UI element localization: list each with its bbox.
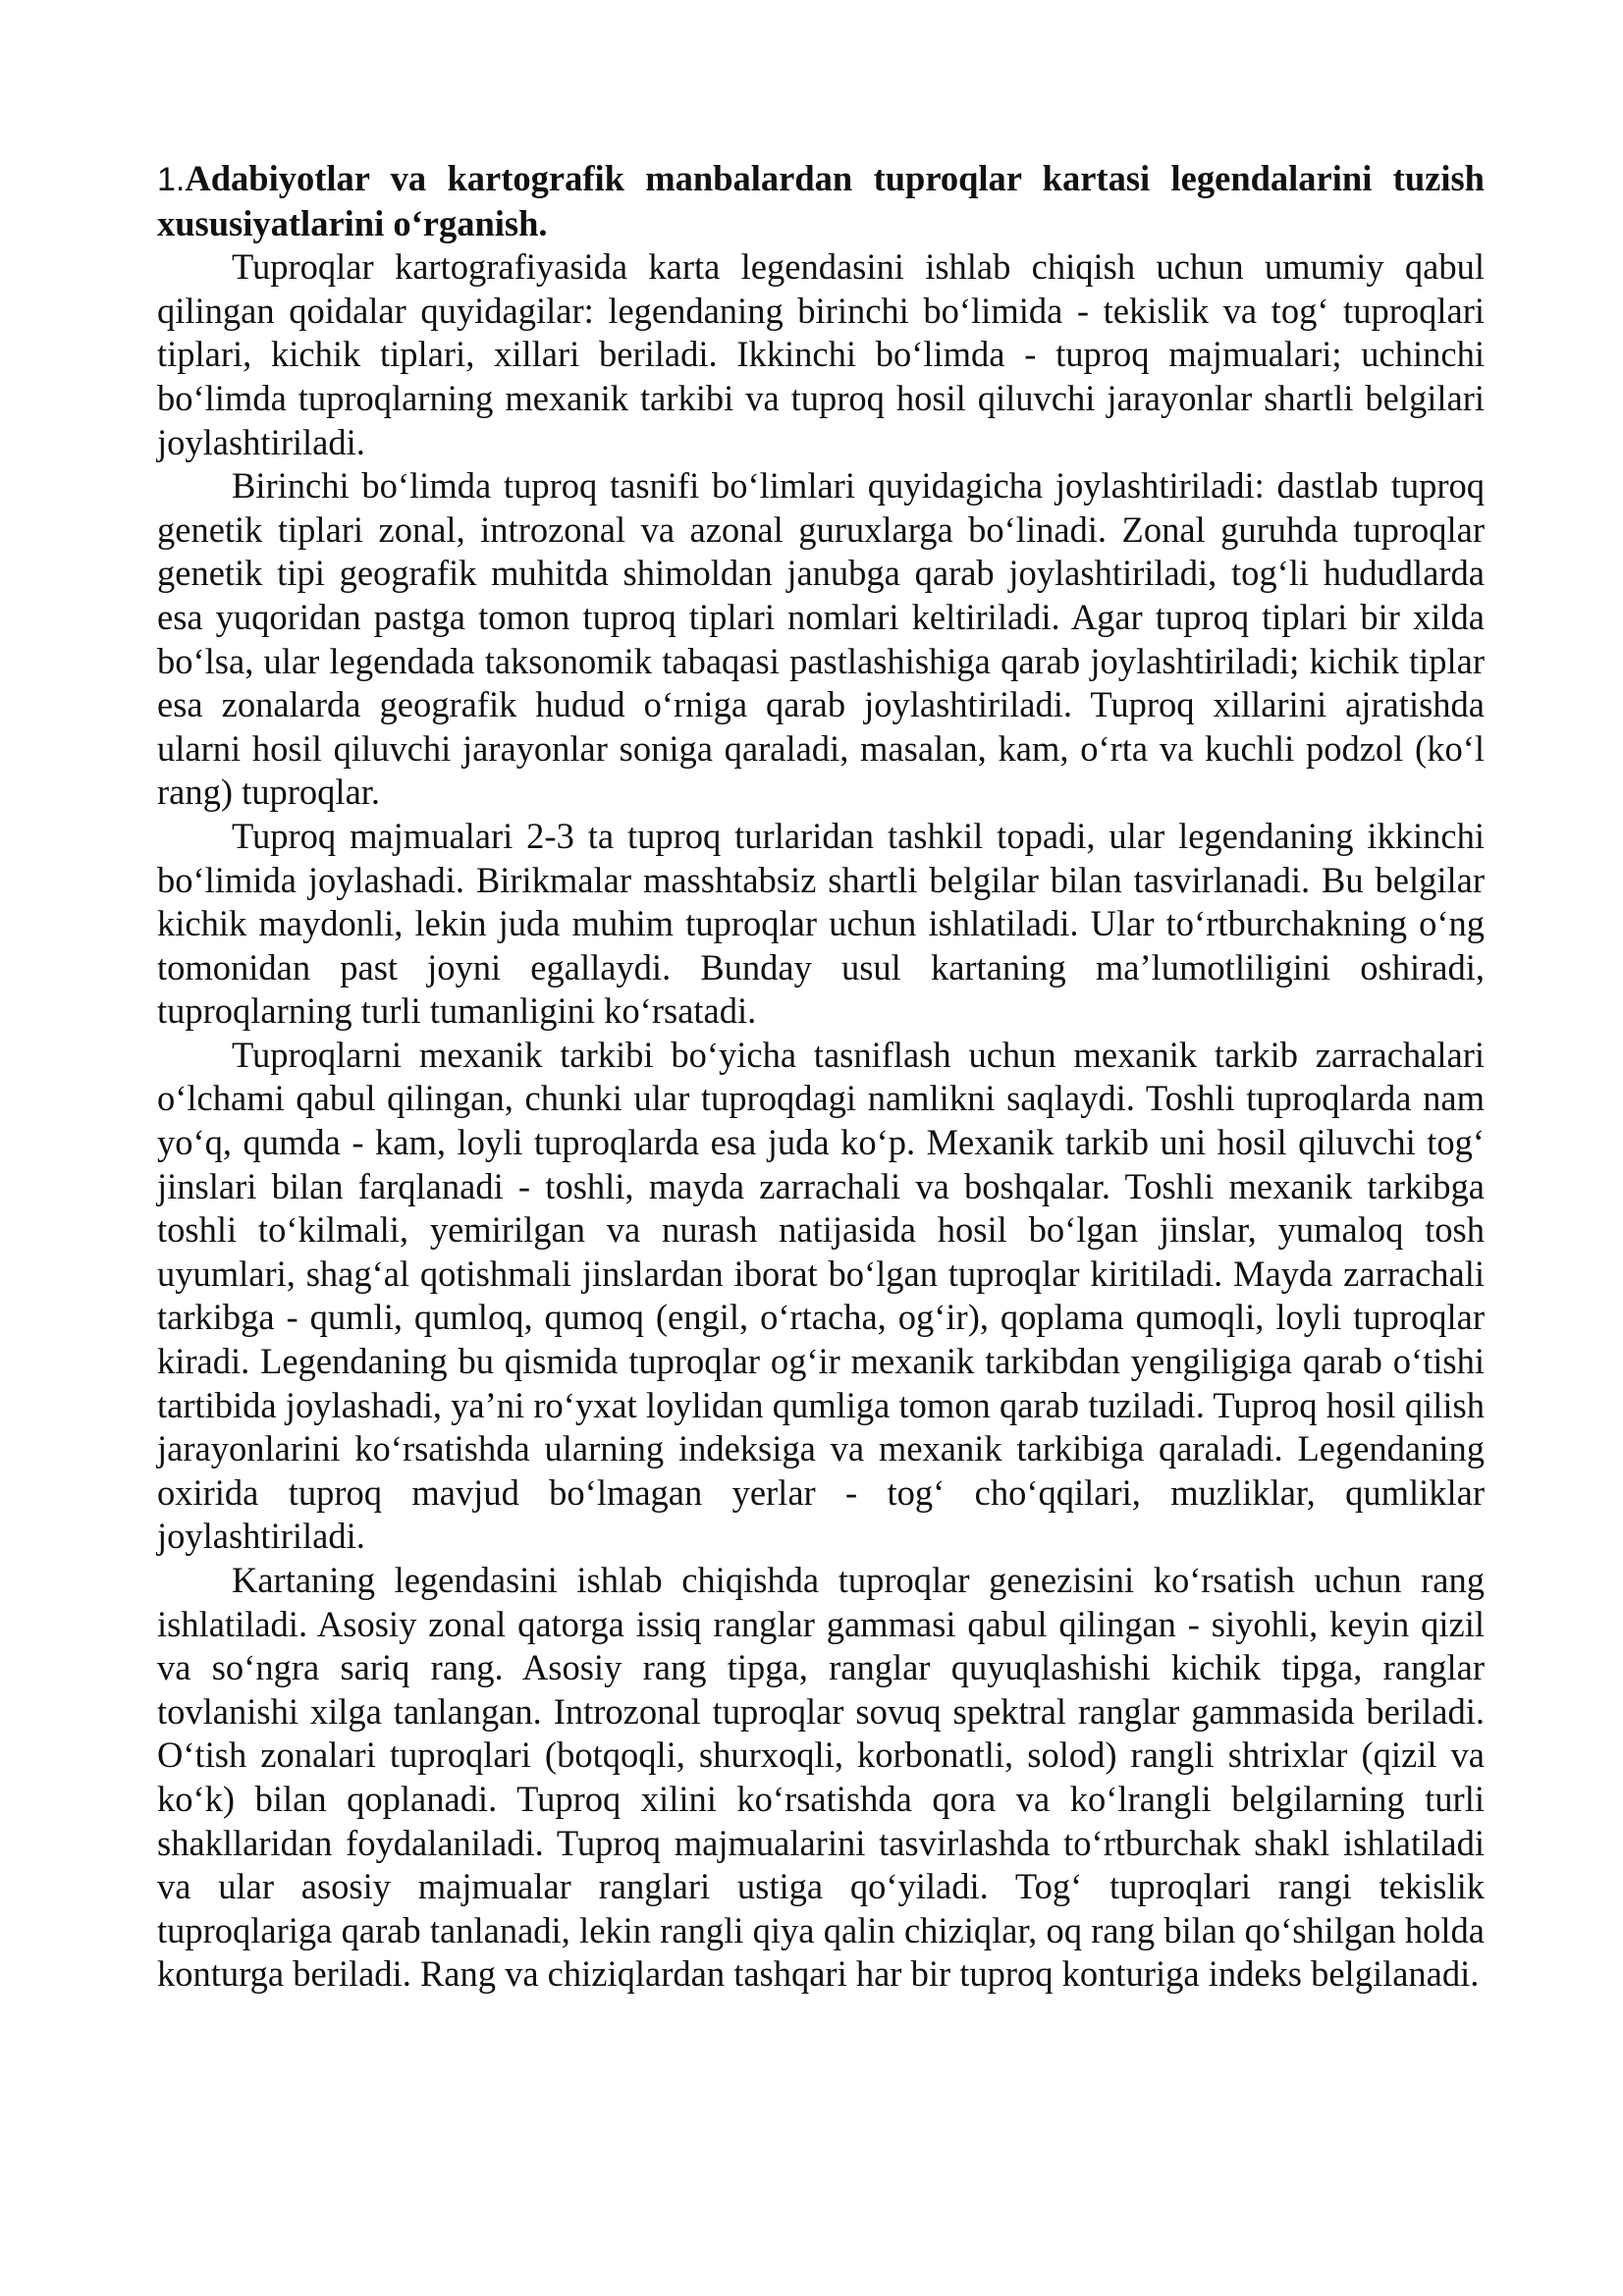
section-number: 1. <box>157 161 186 198</box>
paragraph-legend-rules: Tuproqlar kartografiyasida karta legendasini ishlab chiqish uchun umumiy qabul qilingan qoidalar quyidagilar: legendaning birinchi bo‘limida - tekislik va tog‘ tuproqlari tiplari, kichik tiplari, xillari beriladi. Ikkinchi bo‘limda - tuproq majmualari; uchinchi bo‘limda tuproqlarning mexanik tarkibi va tuproq hosil qiluvchi jarayonlar shartli belgilari joylashtiriladi. <box>157 246 1485 462</box>
document-page <box>157 157 1485 1997</box>
section-title: Adabiyotlar va kartografik manbalardan tuproqlar kartasi legendalarini tuzish xususiyatlarini o‘rganish. <box>157 158 1485 243</box>
paragraph-colors: Kartaning legendasini ishlab chiqishda tuproqlar genezisini ko‘rsatish uchun rang ishlatiladi. Asosiy zonal qatorga issiq ranglar gammasi qabul qilingan - siyohli, keyin qizil va so‘ngra sariq rang. Asosiy rang tipga, ranglar quyuqlashishi kichik tipga, ranglar tovlanishi xilga tanlangan. Introzonal tuproqlar sovuq spektral ranglar gammasida beriladi. O‘tish zonalari tuproqlari (botqoqli, shurxoqli, korbonatli, solod) rangli shtrixlar (qizil va ko‘k) bilan qoplanadi. Tuproq xilini ko‘rsatishda qora va ko‘lrangli belgilarning turli shakllaridan foydalaniladi. Tuproq majmualarini tasvirlashda to‘rtburchak shakl ishlatiladi va ular asosiy majmualar ranglari ustiga qo‘yiladi. Tog‘ tuproqlari rangi tekislik tuproqlariga qarab tanlanadi, lekin rangli qiya qalin chiziqlar, oq rang bilan qo‘shilgan holda konturga beriladi. Rang va chiziqlardan tashqari har bir tuproq konturiga indeks belgilanadi. <box>157 1560 1485 1995</box>
section-heading <box>157 157 1485 245</box>
paragraph-mechanical-composition: Tuproqlarni mexanik tarkibi bo‘yicha tasniflash uchun mexanik tarkib zarrachalari o‘lchami qabul qilingan, chunki ular tuproqdagi namlikni saqlaydi. Toshli tuproqlarda nam yo‘q, qumda - kam, loyli tuproqlarda esa juda ko‘p. Mexanik tarkib uni hosil qiluvchi tog‘ jinslari bilan farqlanadi - toshli, mayda zarrachali va boshqalar. Toshli mexanik tarkibga toshli to‘kilmali, yemirilgan va nurash natijasida hosil bo‘lgan jinslar, yumaloq tosh uyumlari, shag‘al qotishmali jinslardan iborat bo‘lgan tuproqlar kiritiladi. Mayda zarrachali tarkibga - qumli, qumloq, qumoq (engil, o‘rtacha, og‘ir), qoplama qumoqli, loyli tuproqlar kiradi. Legendaning bu qismida tuproqlar og‘ir mexanik tarkibdan yengiligiga qarab o‘tishi tartibida joylashadi, ya’ni ro‘yxat loylidan qumliga tomon qarab tuziladi. Tuproq hosil qilish jarayonlarini ko‘rsatishda ularning indeksiga va mexanik tarkibiga qaraladi. Legendaning oxirida tuproq mavjud bo‘lmagan yerlar - tog‘ cho‘qqilari, muzliklar, qumliklar joylashtiriladi. <box>157 1034 1485 1557</box>
paragraph-soil-complexes: Tuproq majmualari 2-3 ta tuproq turlaridan tashkil topadi, ular legendaning ikkinchi bo‘limida joylashadi. Birikmalar masshtabsiz shartli belgilar bilan tasvirlanadi. Bu belgilar kichik maydonli, lekin juda muhim tuproqlar uchun ishlatiladi. Ular to‘rtburchakning o‘ng tomonidan past joyni egallaydi. Bunday usul kartaning ma’lumotliligini oshiradi, tuproqlarning turli tumanligini ko‘rsatadi. <box>157 815 1485 1032</box>
paragraph-first-section: Birinchi bo‘limda tuproq tasnifi bo‘limlari quyidagicha joylashtiriladi: dastlab tuproq genetik tiplari zonal, introzonal va azonal guruxlarga bo‘linadi. Zonal guruhda tuproqlar genetik tipi geografik muhitda shimoldan janubga qarab joylashtiriladi, tog‘li hududlarda esa yuqoridan pastga tomon tuproq tiplari nomlari keltiriladi. Agar tuproq tiplari bir xilda bo‘lsa, ular legendada taksonomik tabaqasi pastlashishiga qarab joylashtiriladi; kichik tiplar esa zonalarda geografik hudud o‘rniga qarab joylashtiriladi. Tuproq xillarini ajratishda ularni hosil qiluvchi jarayonlar soniga qaraladi, masalan, kam, o‘rta va kuchli podzol (ko‘l rang) tuproqlar. <box>157 465 1485 813</box>
